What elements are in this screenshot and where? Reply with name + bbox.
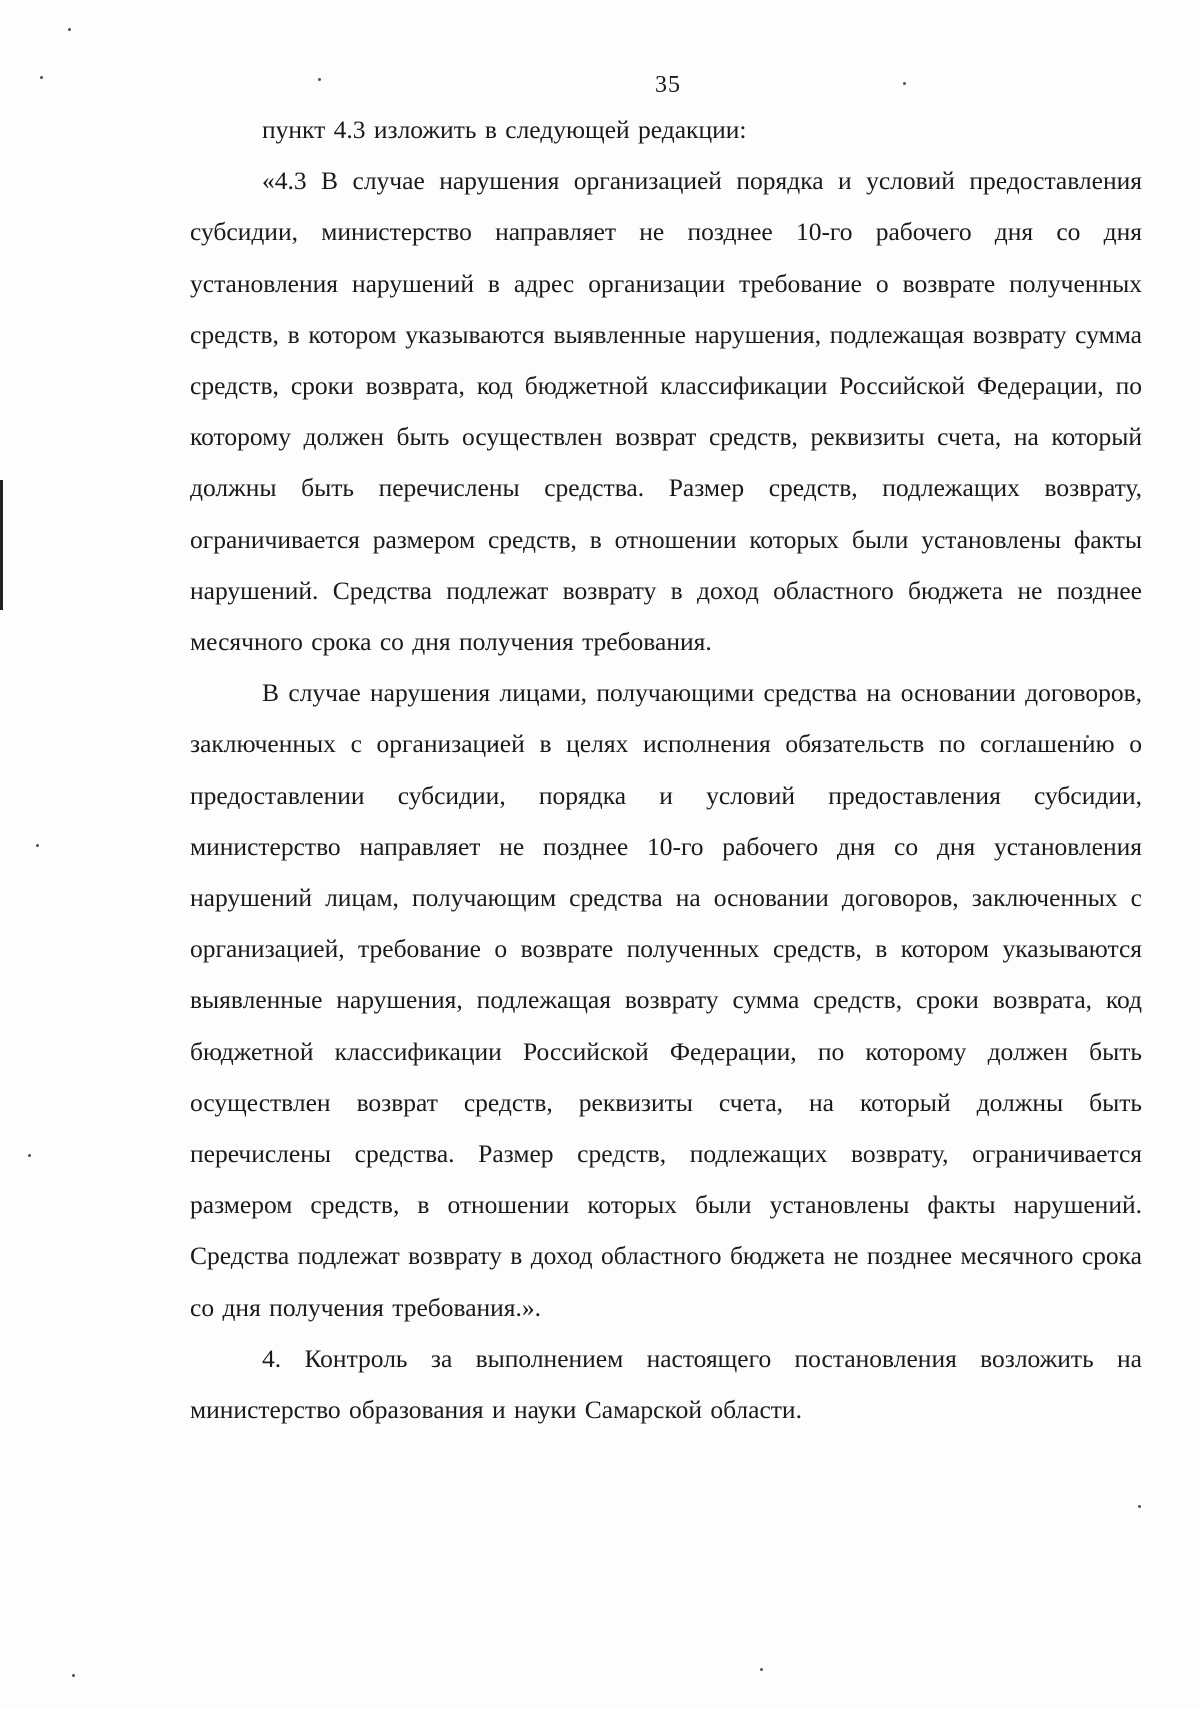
scan-speck <box>760 1668 763 1671</box>
control-paragraph: 4. Контроль за выполнением настоящего постановления возложить на министерство образования и науки Самарской области. <box>190 1343 1142 1425</box>
scan-speck <box>68 28 71 31</box>
violation-by-contractors-paragraph: В случае нарушения лицами, получающими средства на основании договоров, заключенных с организацией в целях исполнения обязательств по соглашению о предоставлении субсидии, порядка и условий предоставления субсидии, министерство направляет не позднее 10-го рабочего дня со дня установления нарушений лицам, получающим средства на основании договоров, заключенных с организацией, требование о возврате полученных средств, в котором указываются выявленные нарушения, подлежащая возврату сумма средств, сроки возврата, код бюджетной классификации Российской Федерации, по которому должен быть осуществлен возврат средств, реквизиты счета, на который должны быть перечислены средства. Размер средств, подлежащих возврату, ограничивается размером средств, в отношении которых были установлены факты нарушений. Средства подлежат возврату в доход областного бюджета не позднее месячного срока со дня получения требования.». <box>190 678 1142 1322</box>
scan-speck <box>28 1154 31 1157</box>
intro-paragraph: пункт 4.3 изложить в следующей редакции: <box>262 115 747 144</box>
scan-speck <box>72 1674 75 1677</box>
scan-speck <box>1138 1505 1141 1508</box>
page-number: 35 <box>655 72 681 98</box>
scan-speck <box>36 844 39 847</box>
scan-edge-mark <box>0 480 3 610</box>
document-body <box>190 104 1142 1435</box>
clause-4-3-paragraph: «4.3 В случае нарушения организацией порядка и условий предоставления субсидии, министерство направляет не позднее 10-го рабочего дня со дня установления нарушений в адрес организации требование о возврате полученных средств, в котором указываются выявленные нарушения, подлежащая возврату сумма средств, сроки возврата, код бюджетной классификации Российской Федерации, по которому должен быть осуществлен возврат средств, реквизиты счета, на который должны быть перечислены средства. Размер средств, подлежащих возврату, ограничивается размером средств, в отношении которых были установлены факты нарушений. Средства подлежат возврату в доход областного бюджета не позднее месячного срока со дня получения требования. <box>190 166 1142 657</box>
